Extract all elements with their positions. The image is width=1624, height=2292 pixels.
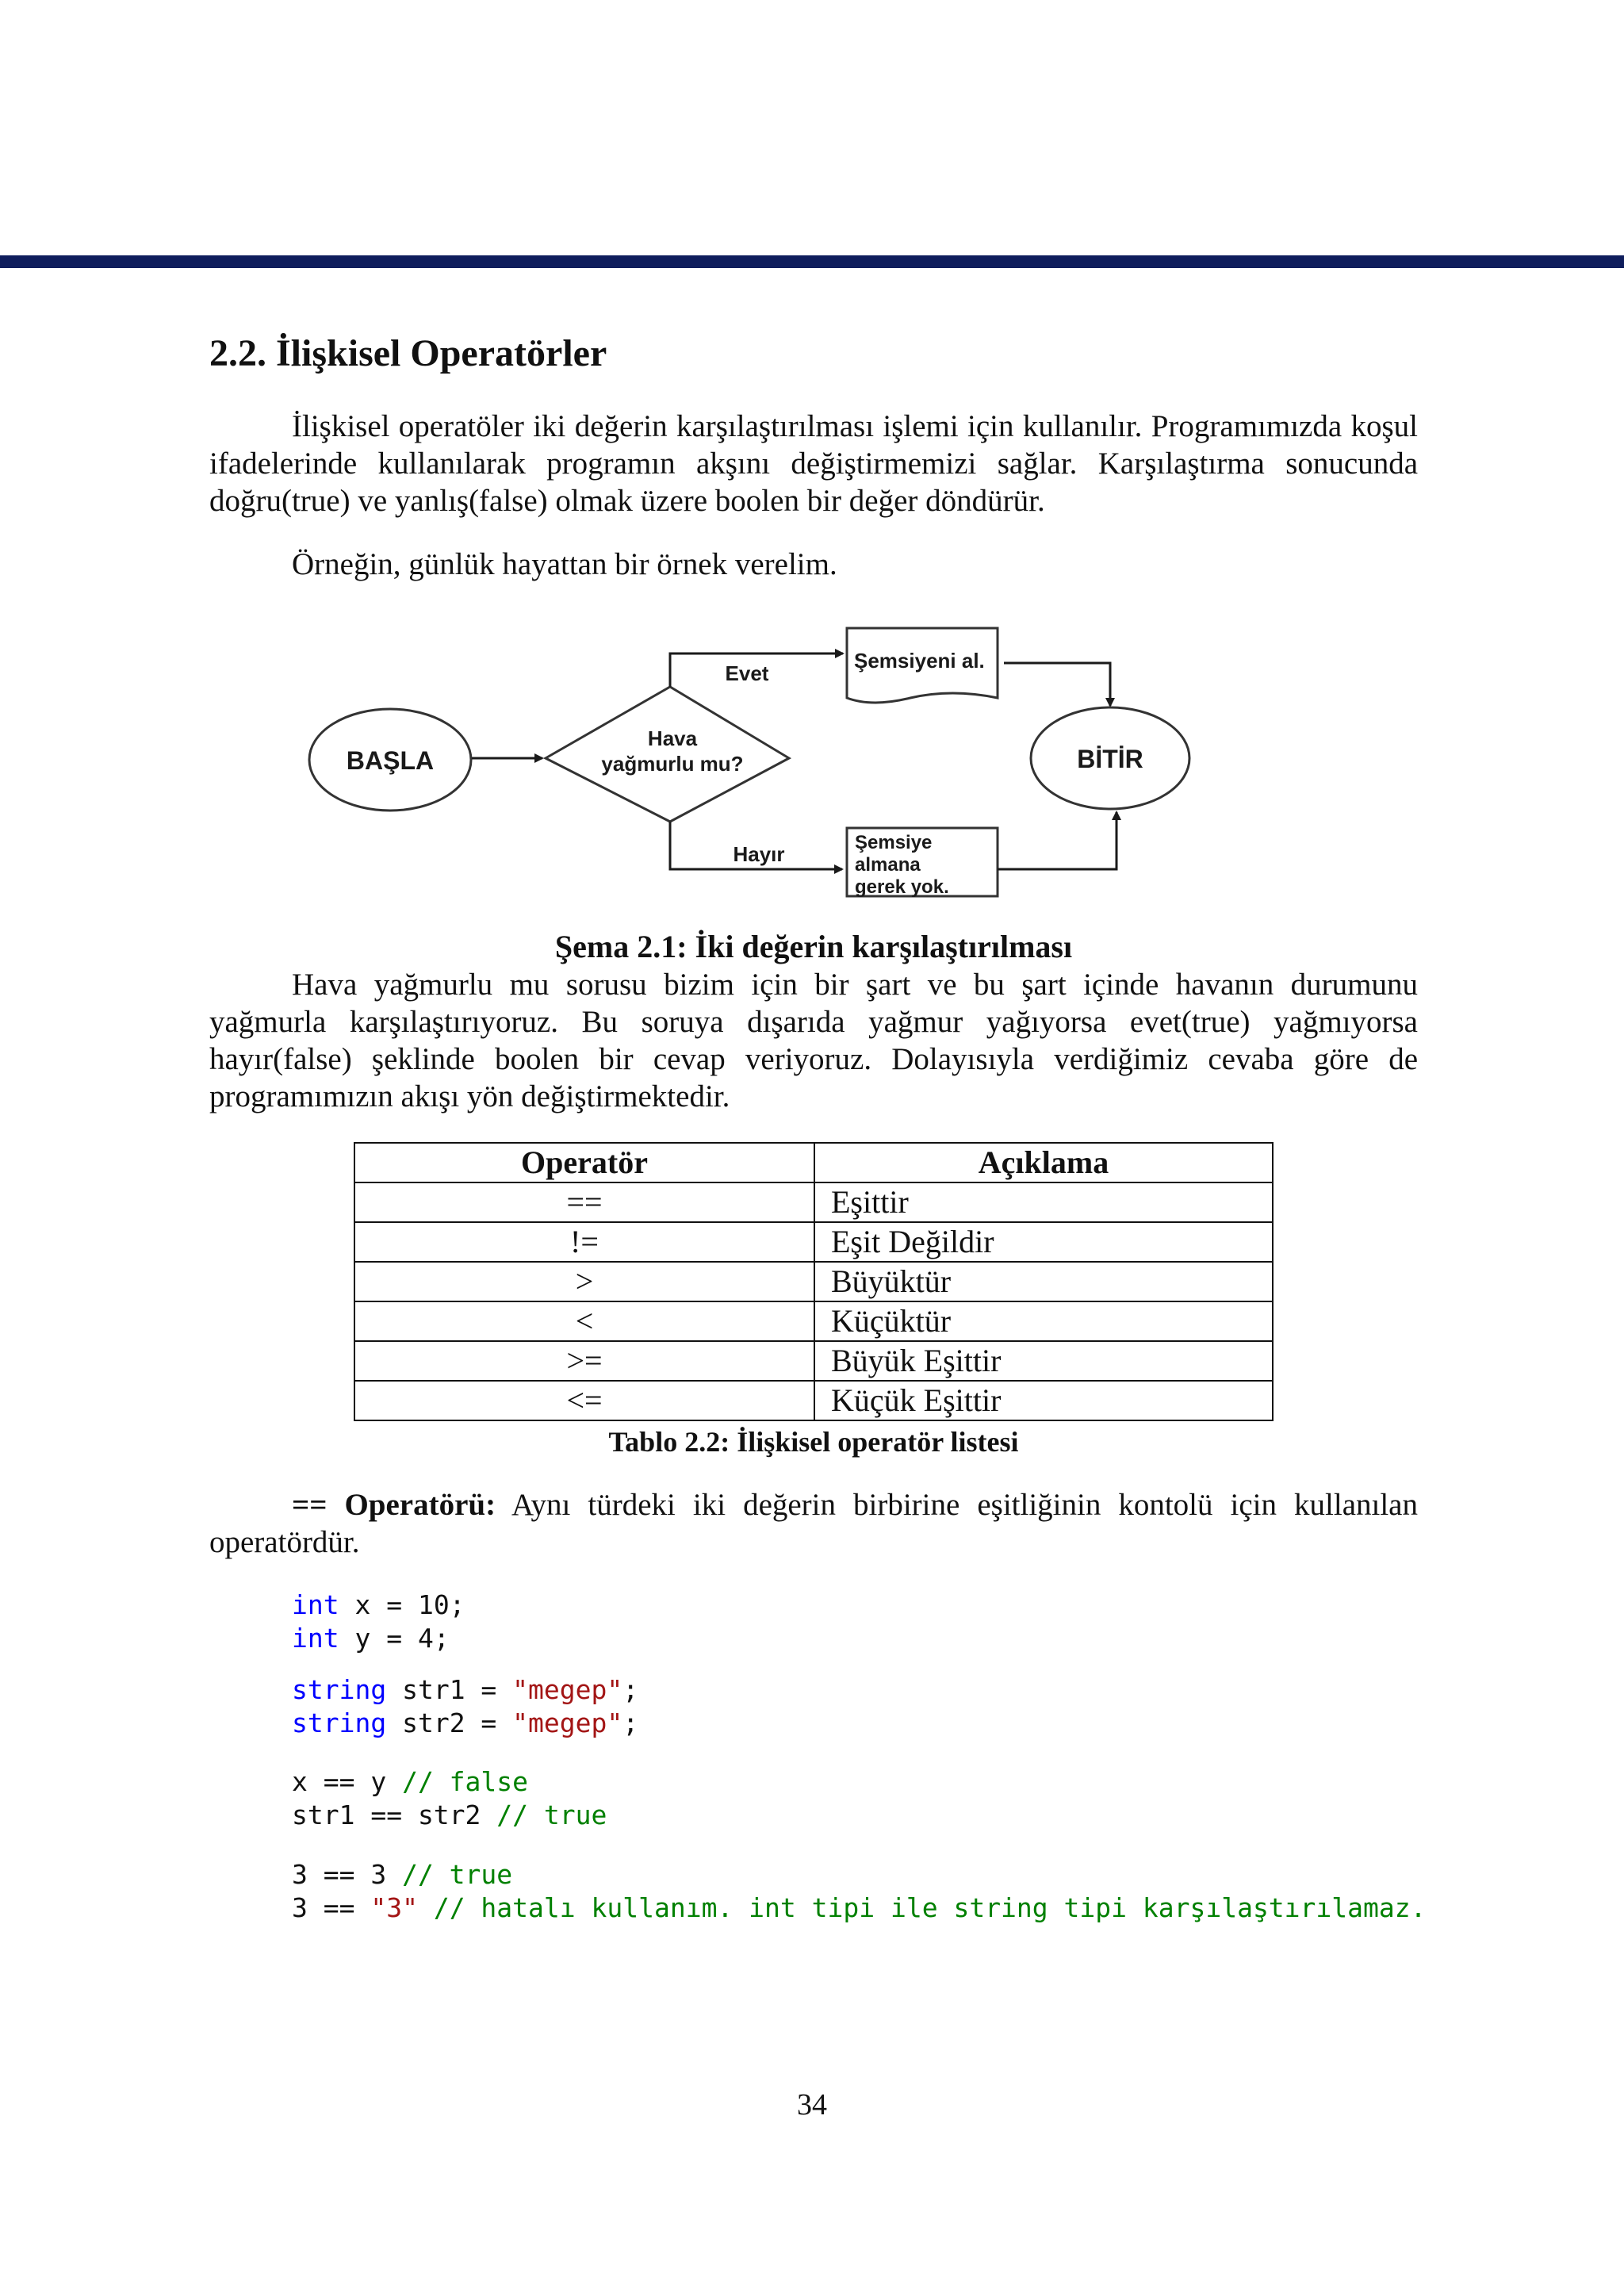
decision-label-line-1: Hava — [647, 726, 698, 750]
table-cell-operator: > — [354, 1262, 814, 1301]
table-cell-description: Büyüktür — [814, 1262, 1273, 1301]
yes-box-label: Şemsiyeni al. — [854, 649, 985, 673]
no-to-end-arrow — [998, 812, 1116, 869]
figure-caption: Şema 2.1: İki değerin karşılaştırılması — [554, 929, 1073, 964]
code-text: ; — [622, 1708, 639, 1738]
table-row — [354, 1182, 1273, 1222]
table-row — [354, 1301, 1273, 1341]
code-line-4 — [292, 1707, 638, 1740]
no-label: Hayır — [733, 842, 785, 866]
code-line-6 — [292, 1799, 607, 1832]
code-text: 3 == 3 — [292, 1859, 403, 1890]
section-title: 2.2. İlişkisel Operatörler — [209, 332, 607, 374]
code-line-2 — [292, 1622, 450, 1655]
code-text: str1 == str2 — [292, 1799, 497, 1830]
explanation-paragraph: Hava yağmurlu mu sorusu bizim için bir şart ve bu şart içinde havanın durumunu yağmurla karşılaştırıyoruz. Bu soruya dışarıda yağmur yağıyorsa evet(true) yağmıyorsa hayır(false) şeklinde boolen bir cevap veriyoruz. Dolayısıyla verdiğimiz cevaba göre de programımızın akışı yön değiştirmektedir. — [209, 968, 1418, 1113]
table-cell-description: Küçüktür — [814, 1301, 1273, 1341]
table-cell-operator: < — [354, 1301, 814, 1341]
code-keyword: int — [292, 1589, 339, 1620]
table-cell-description: Eşittir — [814, 1182, 1273, 1222]
code-comment: // false — [402, 1766, 529, 1797]
table-cell-operator: == — [354, 1182, 814, 1222]
no-box-label-line-1: Şemsiye — [855, 832, 933, 853]
end-label: BİTİR — [1077, 745, 1143, 773]
table-header-description: Açıklama — [814, 1143, 1273, 1182]
table-cell-operator: <= — [354, 1381, 814, 1420]
code-text: ; — [622, 1674, 639, 1705]
yes-label: Evet — [725, 661, 769, 685]
table-row — [354, 1262, 1273, 1301]
code-line-5 — [292, 1765, 528, 1799]
no-box-label-line-3: gerek yok. — [855, 876, 949, 898]
code-keyword: string — [292, 1674, 387, 1705]
header-band — [0, 255, 1624, 268]
example-paragraph: Örneğin, günlük hayattan bir örnek verelim. — [292, 547, 837, 581]
table-cell-description: Büyük Eşittir — [814, 1341, 1273, 1381]
code-comment: // true — [402, 1859, 513, 1890]
table-caption: Tablo 2.2: İlişkisel operatör listesi — [608, 1426, 1019, 1458]
table-cell-operator: != — [354, 1222, 814, 1262]
table-cell-description: Küçük Eşittir — [814, 1381, 1273, 1420]
table-header-operator: Operatör — [354, 1143, 814, 1182]
code-line-7 — [292, 1858, 512, 1891]
code-text: y = 4; — [339, 1623, 450, 1654]
code-string: "megep" — [512, 1708, 623, 1738]
start-label: BAŞLA — [346, 746, 435, 775]
table-cell-operator: >= — [354, 1341, 814, 1381]
table-header-row — [354, 1143, 1273, 1182]
code-text: str2 = — [386, 1708, 513, 1738]
decision-label-line-2: yağmurlu mu? — [601, 752, 744, 776]
code-keyword: int — [292, 1623, 339, 1654]
no-box-label-line-2: almana — [855, 854, 921, 876]
table-row — [354, 1381, 1273, 1420]
table-row — [354, 1341, 1273, 1381]
code-text: x == y — [292, 1766, 403, 1797]
code-line-1 — [292, 1589, 465, 1622]
code-string: "megep" — [512, 1674, 623, 1705]
code-line-8 — [292, 1891, 1426, 1925]
table-cell-description: Eşit Değildir — [814, 1222, 1273, 1262]
code-line-3 — [292, 1673, 638, 1707]
intro-paragraph: İlişkisel operatöler iki değerin karşılaştırılması işlemi için kullanılır. Programımızda koşul ifadelerinde kullanılarak programın akşını değiştirmemizi sağlar. Karşılaştırma sonucunda doğru(true) ve yanlış(false) olmak üzere boolen bir değer döndürür. — [209, 409, 1418, 518]
operator-paragraph — [209, 1486, 1418, 1561]
flowchart-diagram — [301, 619, 1205, 912]
yes-to-end-arrow — [1004, 663, 1110, 706]
code-string: "3" — [370, 1892, 418, 1923]
code-comment: // true — [496, 1799, 607, 1830]
code-comment: // hatalı kullanım. int tipi ile string tipi karşılaştırılamaz. — [417, 1892, 1427, 1923]
code-text: 3 == — [292, 1892, 371, 1923]
operator-heading: == Operatörü: — [292, 1488, 496, 1522]
code-keyword: string — [292, 1708, 387, 1738]
operator-description: Aynı türdeki iki değerin birbirine eşitliğinin kontolü için kullanılan operatördür. — [209, 1488, 1418, 1559]
operator-table — [354, 1142, 1274, 1421]
code-text: str1 = — [386, 1674, 513, 1705]
code-text: x = 10; — [339, 1589, 465, 1620]
page-number: 34 — [797, 2088, 827, 2121]
table-row — [354, 1222, 1273, 1262]
